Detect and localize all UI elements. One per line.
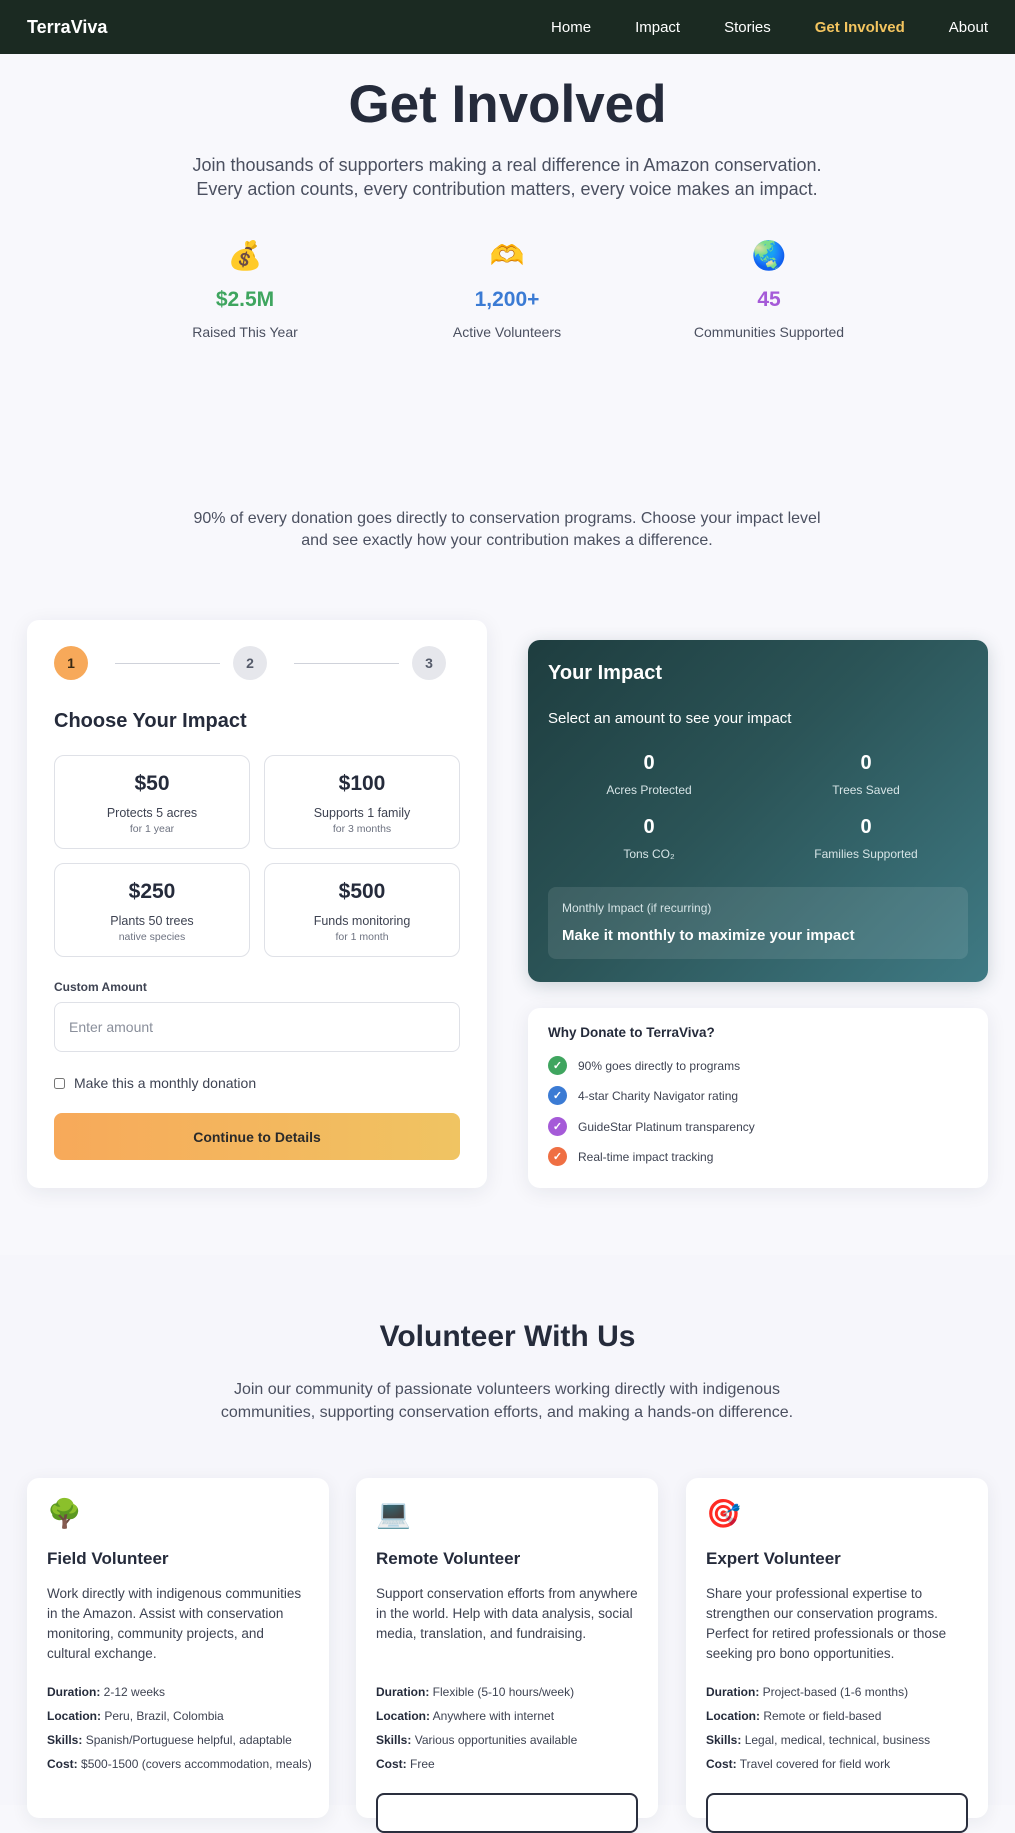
volunteer-card-desc: Work directly with indigenous communities in the Amazon. Assist with conservation monitoring, community projects, and cultural exchange. <box>47 1586 302 1661</box>
custom-amount-input[interactable] <box>54 1002 460 1052</box>
check-icon: ✓ <box>548 1147 567 1166</box>
volunteer-card-title: Expert Volunteer <box>706 1549 841 1568</box>
top-nav <box>0 0 1015 54</box>
nav-home[interactable]: Home <box>551 18 592 36</box>
stat-raised <box>125 238 365 340</box>
volunteer-skills: Skills: Various opportunities available <box>376 1733 578 1747</box>
laptop-icon: 💻 <box>376 1498 411 1529</box>
check-icon: ✓ <box>548 1056 567 1075</box>
stat-label: Raised This Year <box>192 324 298 340</box>
why-item <box>548 1086 738 1105</box>
amount-option-500[interactable] <box>264 863 460 957</box>
amount-desc: Supports 1 family <box>313 806 411 820</box>
volunteer-duration: Duration: Flexible (5-10 hours/week) <box>376 1685 575 1699</box>
amount-option-50[interactable] <box>54 755 250 849</box>
custom-amount-label: Custom Amount <box>54 980 147 994</box>
tree-icon: 🌳 <box>47 1498 82 1529</box>
volunteer-card-expert <box>686 1478 988 1818</box>
globe-icon: 🌏 <box>751 240 787 271</box>
volunteer-duration: Duration: Project-based (1-6 months) <box>706 1685 909 1699</box>
amount-desc: Protects 5 acres <box>106 806 198 820</box>
volunteer-card-desc: Share your professional expertise to strengthen our conservation programs. Perfect for retired professionals or those seeking pro bono opportunities. <box>706 1586 947 1661</box>
amount-option-250[interactable] <box>54 863 250 957</box>
metric-value: 0 <box>643 752 655 774</box>
nav-links <box>507 19 988 36</box>
stat-volunteers <box>387 238 627 340</box>
metric-trees <box>766 752 966 797</box>
amount-sub: for 3 months <box>332 823 392 835</box>
metric-label: Trees Saved <box>832 783 900 797</box>
page-title: Get Involved <box>348 75 667 134</box>
volunteer-subtitle <box>197 1378 817 1424</box>
step-divider <box>115 663 220 664</box>
amount-desc: Plants 50 trees <box>110 914 194 928</box>
monthly-impact-box <box>548 887 968 959</box>
amount-desc: Funds monitoring <box>313 914 411 928</box>
donate-subtitle-line1: 90% of every donation goes directly to conservation programs. Choose your impact level <box>193 510 821 527</box>
nav-stories[interactable]: Stories <box>724 18 771 36</box>
volunteer-location: Location: Peru, Brazil, Colombia <box>47 1709 224 1723</box>
volunteer-skills: Skills: Legal, medical, technical, business <box>706 1733 931 1747</box>
amount-value: $250 <box>128 880 176 903</box>
why-item-text: 4-star Charity Navigator rating <box>578 1088 739 1103</box>
volunteer-cost: Cost: Travel covered for field work <box>706 1757 891 1771</box>
money-bag-icon: 💰 <box>227 240 263 271</box>
why-donate-title: Why Donate to TerraViva? <box>548 1025 715 1040</box>
check-icon: ✓ <box>548 1086 567 1105</box>
stat-communities <box>649 238 889 340</box>
amount-value: $100 <box>338 772 386 795</box>
why-item <box>548 1147 713 1166</box>
metric-value: 0 <box>860 816 872 838</box>
why-item-text: GuideStar Platinum transparency <box>578 1119 755 1134</box>
nav-get-involved[interactable]: Get Involved <box>814 18 905 36</box>
continue-to-details-button[interactable]: Continue to Details <box>54 1113 460 1160</box>
volunteer-apply-button[interactable] <box>376 1793 638 1833</box>
monthly-donation-checkbox[interactable] <box>54 1078 65 1089</box>
step-1: 1 <box>54 646 88 680</box>
metric-label: Families Supported <box>814 847 918 861</box>
volunteer-subtitle-line1: Join our community of passionate volunteers working directly with indigenous <box>233 1381 781 1398</box>
step-indicator <box>54 646 446 680</box>
impact-title: Your Impact <box>548 662 663 684</box>
hero-subtitle-line2: Every action counts, every contribution matters, every voice makes an impact. <box>196 179 818 199</box>
volunteer-location: Location: Anywhere with internet <box>376 1709 555 1723</box>
your-impact-card <box>528 640 988 982</box>
stat-label: Active Volunteers <box>452 324 562 340</box>
stat-label: Communities Supported <box>693 324 845 340</box>
monthly-impact-title: Monthly Impact (if recurring) <box>562 901 712 915</box>
amount-sub: for 1 month <box>335 931 389 943</box>
amount-option-100[interactable] <box>264 755 460 849</box>
metric-value: 0 <box>860 752 872 774</box>
volunteer-title: Volunteer With Us <box>379 1320 636 1353</box>
metric-families <box>766 816 966 861</box>
volunteer-cost: Cost: $500-1500 (covers accommodation, meals) <box>47 1757 312 1771</box>
why-item-text: 90% goes directly to programs <box>578 1058 741 1073</box>
impact-subtitle: Select an amount to see your impact <box>548 710 792 727</box>
metric-label: Tons CO₂ <box>623 847 675 861</box>
check-icon: ✓ <box>548 1117 567 1136</box>
volunteer-duration: Duration: 2-12 weeks <box>47 1685 166 1699</box>
volunteer-skills: Skills: Spanish/Portuguese helpful, adaptable <box>47 1733 292 1747</box>
metric-value: 0 <box>643 816 655 838</box>
volunteer-cost: Cost: Free <box>376 1757 435 1771</box>
volunteer-subtitle-line2: communities, supporting conservation efforts, and making a hands-on difference. <box>220 1404 794 1421</box>
stat-value: 1,200+ <box>474 288 540 311</box>
why-item-text: Real-time impact tracking <box>578 1149 714 1164</box>
nav-about[interactable]: About <box>948 18 988 36</box>
metric-acres <box>549 752 749 797</box>
metric-label: Acres Protected <box>606 783 692 797</box>
hero-subtitle <box>157 153 857 201</box>
amount-value: $500 <box>338 880 386 903</box>
brand-logo[interactable]: TerraViva <box>27 16 108 37</box>
monthly-donation-option[interactable] <box>54 1075 256 1091</box>
stat-value: 45 <box>757 288 781 311</box>
step-divider <box>294 663 399 664</box>
step-3: 3 <box>412 646 446 680</box>
volunteer-card-desc: Support conservation efforts from anywhere in the world. Help with data analysis, social media, translation, and fundraising. <box>376 1586 638 1641</box>
nav-impact[interactable]: Impact <box>635 18 681 36</box>
volunteer-card-title: Field Volunteer <box>47 1549 169 1568</box>
hero-subtitle-line1: Join thousands of supporters making a real difference in Amazon conservation. <box>192 155 822 175</box>
volunteer-apply-button[interactable] <box>706 1793 968 1833</box>
volunteer-card-remote <box>356 1478 658 1818</box>
hands-heart-icon: 🫶 <box>489 240 525 271</box>
metric-co2 <box>549 816 749 861</box>
why-item <box>548 1117 755 1136</box>
why-item <box>548 1056 740 1075</box>
monthly-donation-label: Make this a monthly donation <box>74 1075 257 1091</box>
amount-sub: for 1 year <box>129 823 175 835</box>
donate-subtitle <box>157 510 857 564</box>
step-2: 2 <box>233 646 267 680</box>
volunteer-card-field <box>27 1478 329 1818</box>
amount-sub: native species <box>118 931 186 943</box>
target-icon: 🎯 <box>706 1498 741 1529</box>
donate-subtitle-line2: and see exactly how your contribution makes a difference. <box>301 532 713 549</box>
volunteer-card-title: Remote Volunteer <box>376 1549 521 1568</box>
amount-value: $50 <box>134 772 170 795</box>
volunteer-location: Location: Remote or field-based <box>706 1709 882 1723</box>
stat-value: $2.5M <box>215 288 275 311</box>
monthly-impact-text: Make it monthly to maximize your impact <box>562 927 855 944</box>
choose-impact-title: Choose Your Impact <box>54 710 247 732</box>
